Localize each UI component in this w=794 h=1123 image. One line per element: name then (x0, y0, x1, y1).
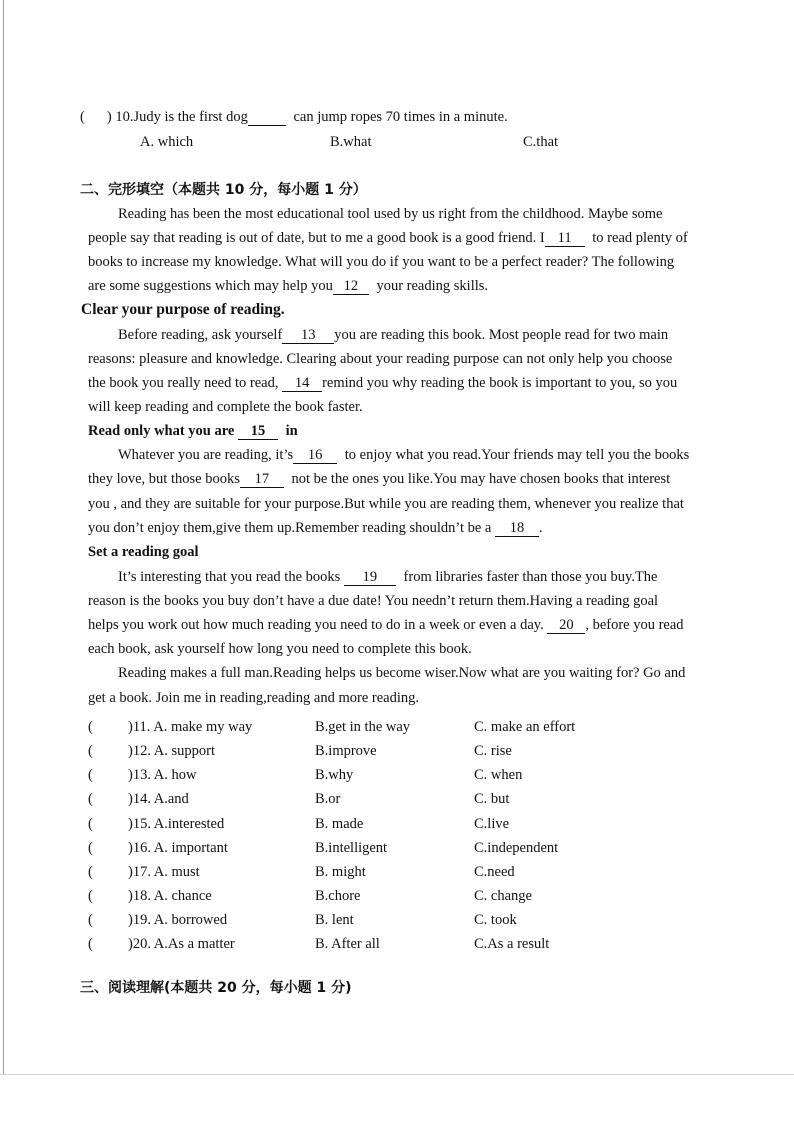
answer-paren[interactable]: ( (88, 743, 93, 759)
choice-c: C.live (474, 816, 510, 832)
passage-text: are some suggestions which may help you (88, 278, 333, 294)
blank-17: 17 (240, 472, 284, 488)
choice-c: C. make an effort (474, 719, 576, 735)
answer-paren[interactable]: ( (88, 912, 93, 928)
passage-text: , before you read (585, 617, 684, 633)
passage-text: Before reading, ask yourself (118, 327, 283, 343)
choice-b: B.why (315, 767, 354, 783)
choice-a: )14. A.and (128, 791, 189, 807)
fill-blank (248, 110, 286, 126)
blank-18: 18 (495, 521, 539, 537)
passage-text: It’s interesting that you read the books (118, 569, 341, 585)
passage-line: reasons: pleasure and knowledge. Clearing about your reading purpose can not only help you choose (88, 351, 673, 367)
answer-paren[interactable]: ( (88, 888, 93, 904)
passage-text: remind you why reading the book is important to you, so you (322, 375, 678, 391)
passage-line: get a book. Join me in reading,reading and more reading. (88, 690, 419, 706)
choice-b: B.intelligent (315, 840, 388, 856)
choice-b: B. made (315, 816, 364, 832)
section-title-reading: 三、阅读理解(本题共 20 分，每小题 1 分) (80, 980, 352, 996)
passage-text: you are reading this book. Most people read for two main (334, 327, 669, 343)
answer-paren-open: ( (80, 109, 85, 125)
question-10 (80, 108, 508, 126)
choice-row (88, 790, 93, 808)
blank-16: 16 (293, 448, 337, 464)
answer-paren[interactable]: ( (88, 791, 93, 807)
passage-line (88, 374, 677, 392)
answer-paren[interactable]: ( (88, 816, 93, 832)
passage-text: to read plenty of (592, 230, 688, 246)
passage-text: you don’t enjoy them,give them up.Remember reading shouldn’t be a (88, 520, 492, 536)
passage-text: they love, but those books (88, 471, 240, 487)
question-stem: 10.Judy is the first dog (115, 109, 248, 125)
blank-13: 13 (282, 328, 334, 344)
section-title-cloze: 二、完形填空（本题共 10 分，每小题 1 分） (80, 182, 367, 198)
passage-line: each book, ask yourself how long you need to complete this book. (88, 641, 472, 657)
option-a: A. which (140, 134, 194, 150)
passage-line (88, 277, 488, 295)
choice-b: B. might (315, 864, 366, 880)
passage-line (118, 446, 689, 464)
subheading-goal: Set a reading goal (88, 544, 199, 560)
choice-b: B. After all (315, 936, 380, 952)
choice-b: B.get in the way (315, 719, 411, 735)
option-c: C.that (523, 134, 559, 150)
blank-19: 19 (344, 570, 396, 586)
passage-line (88, 229, 688, 247)
choice-c: C. but (474, 791, 510, 807)
passage-line (88, 616, 684, 634)
subheading-read-only (88, 422, 298, 440)
answer-paren[interactable]: ( (88, 864, 93, 880)
blank-12: 12 (333, 279, 369, 295)
blank-15: 15 (238, 424, 278, 440)
answer-paren-close: ) (106, 109, 112, 125)
passage-text: your reading skills. (376, 278, 489, 294)
choice-a: )15. A.interested (128, 816, 225, 832)
blank-11: 11 (545, 231, 585, 247)
choice-row (88, 839, 93, 857)
passage-text: Whatever you are reading, it’s (118, 447, 294, 463)
choice-row (88, 815, 93, 833)
passage-line: Reading has been the most educational tool used by us right from the childhood. Maybe some (118, 206, 663, 222)
choice-row (88, 887, 93, 905)
choice-a: )20. A.As a matter (128, 936, 235, 952)
choice-a: )18. A. chance (128, 888, 212, 904)
option-b: B.what (330, 134, 372, 150)
passage-line (88, 470, 670, 488)
passage-text: helps you work out how much reading you need to do in a week or even a day. (88, 617, 544, 633)
passage-line: reason is the books you buy don’t have a due date! You needn’t return them.Having a reading goal (88, 593, 659, 609)
heading-text: Read only what you are (88, 423, 235, 439)
choice-a: )11. A. make my way (128, 719, 253, 735)
choice-b: B.improve (315, 743, 377, 759)
passage-line (118, 326, 668, 344)
heading-text: in (285, 423, 298, 439)
answer-paren[interactable]: ( (88, 840, 93, 856)
answer-paren[interactable]: ( (88, 767, 93, 783)
passage-line (88, 519, 543, 537)
passage-text: . (539, 520, 543, 536)
choice-a: )12. A. support (128, 743, 215, 759)
passage-line: will keep reading and complete the book faster. (88, 399, 363, 415)
choice-row (88, 718, 93, 736)
subheading-purpose: Clear your purpose of reading. (81, 301, 285, 318)
choice-b: B. lent (315, 912, 354, 928)
choice-a: )16. A. important (128, 840, 228, 856)
passage-line: Reading makes a full man.Reading helps us become wiser.Now what are you waiting for? Go and (118, 665, 686, 681)
choice-row (88, 863, 93, 881)
choice-a: )13. A. how (128, 767, 197, 783)
choice-b: B.chore (315, 888, 361, 904)
choice-c: C.need (474, 864, 515, 880)
choice-a: )19. A. borrowed (128, 912, 228, 928)
choice-b: B.or (315, 791, 341, 807)
page-left-border (3, 0, 4, 1075)
question-stem-cont: can jump ropes 70 times in a minute. (293, 109, 508, 125)
page-bottom-border (0, 1074, 794, 1075)
answer-paren[interactable]: ( (88, 719, 93, 735)
choice-a: )17. A. must (128, 864, 200, 880)
choice-c: C. change (474, 888, 532, 904)
choice-c: C.independent (474, 840, 559, 856)
choice-row (88, 911, 93, 929)
passage-line (118, 568, 658, 586)
passage-line: you , and they are suitable for your purpose.But while you are reading them, whenever you realize that (88, 496, 684, 512)
answer-paren[interactable]: ( (88, 936, 93, 952)
choice-c: C. took (474, 912, 517, 928)
blank-14: 14 (282, 376, 322, 392)
choice-c: C. rise (474, 743, 512, 759)
passage-line: books to increase my knowledge. What will you do if you want to be a perfect reader? The following (88, 254, 675, 270)
blank-20: 20 (547, 618, 585, 634)
passage-text: people say that reading is out of date, but to me a good book is a good friend. I (88, 230, 545, 246)
choice-row (88, 935, 93, 953)
passage-text: the book you really need to read, (88, 375, 279, 391)
choice-row (88, 766, 93, 784)
choice-c: C.As a result (474, 936, 550, 952)
choice-row (88, 742, 93, 760)
passage-text: from libraries faster than those you buy.The (403, 569, 658, 585)
passage-text: not be the ones you like.You may have chosen books that interest (291, 471, 671, 487)
passage-text: to enjoy what you read.Your friends may tell you the books (344, 447, 690, 463)
choice-c: C. when (474, 767, 523, 783)
